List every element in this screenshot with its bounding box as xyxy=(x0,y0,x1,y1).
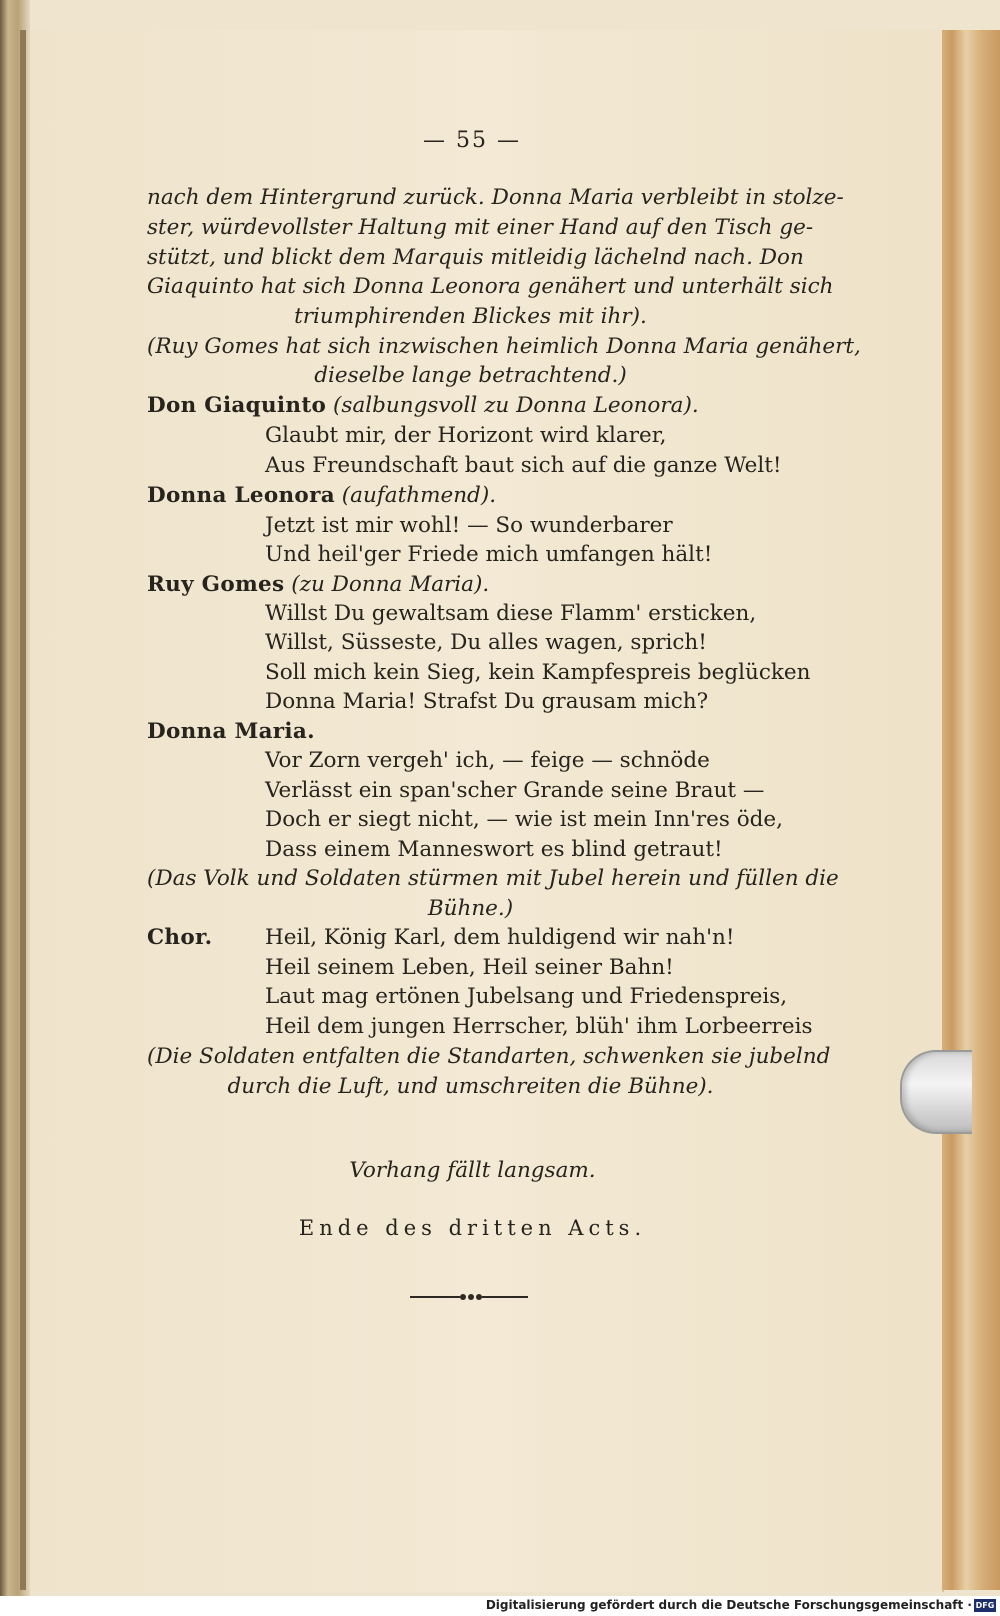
page-clip xyxy=(900,1050,972,1134)
ornament-divider xyxy=(410,1294,528,1300)
verse-line: Verlässt ein span'scher Grande seine Braut — xyxy=(265,778,765,803)
stage-direction-line: stützt, und blickt dem Marquis mitleidig lächelnd nach. Don xyxy=(147,245,804,270)
act-end-title: Ende des dritten Acts. xyxy=(298,1216,647,1240)
stage-direction-line: (Das Volk und Soldaten stürmen mit Jubel herein und füllen die xyxy=(147,866,839,891)
speaker-name: Don Giaquinto xyxy=(147,393,327,418)
verse-line: Laut mag ertönen Jubelsang und Friedenspreis, xyxy=(265,984,788,1009)
stage-direction-line: Giaquinto hat sich Donna Leonora genähert und unterhält sich xyxy=(147,274,834,299)
stage-direction-line: durch die Luft, und umschreiten die Bühne). xyxy=(227,1074,714,1099)
stage-direction-line: Bühne.) xyxy=(427,896,514,921)
verse-line: Doch er siegt nicht, — wie ist mein Inn'res öde, xyxy=(265,807,783,832)
speaker-name: Chor. xyxy=(147,925,213,950)
ornament-dot xyxy=(468,1294,474,1300)
speaker-line xyxy=(147,392,699,420)
page-stack-edge xyxy=(942,30,1000,1590)
verse-line: Willst, Süsseste, Du alles wagen, sprich! xyxy=(265,630,707,655)
stage-direction-line: (Die Soldaten entfalten die Standarten, schwenken sie jubelnd xyxy=(147,1044,831,1069)
verse-line: Vor Zorn vergeh' ich, — feige — schnöde xyxy=(265,748,710,773)
speaker-line xyxy=(147,482,496,510)
speaker-name: Donna Leonora xyxy=(147,483,335,508)
verse-line: Donna Maria! Strafst Du grausam mich? xyxy=(265,689,709,714)
speaker-line xyxy=(147,571,489,599)
speaker-name: Donna Maria. xyxy=(147,719,315,744)
verse-line: Glaubt mir, der Horizont wird klarer, xyxy=(265,423,667,448)
speaker-direction: (salbungsvoll zu Donna Leonora). xyxy=(333,393,699,418)
verse-line: Aus Freundschaft baut sich auf die ganze Welt! xyxy=(265,453,782,478)
speaker-line xyxy=(147,718,315,746)
verse-line: Heil, König Karl, dem huldigend wir nah'n! xyxy=(265,925,735,950)
book-gutter xyxy=(20,30,26,1590)
ornament-rule-left xyxy=(410,1296,460,1298)
stage-direction-line: triumphirenden Blickes mit ihr). xyxy=(294,304,647,329)
stage-direction-line: dieselbe lange betrachtend.) xyxy=(314,363,627,388)
verse-line: Und heil'ger Friede mich umfangen hält! xyxy=(265,542,713,567)
page-number: — 55 — xyxy=(423,128,521,153)
stage-direction-line: ster, würdevollster Haltung mit einer Hand auf den Tisch ge- xyxy=(147,215,814,240)
stage-direction-line: nach dem Hintergrund zurück. Donna Maria verbleibt in stolze- xyxy=(147,185,844,210)
curtain-direction: Vorhang fällt langsam. xyxy=(349,1158,596,1183)
verse-line: Heil dem jungen Herrscher, blüh' ihm Lorbeerreis xyxy=(265,1014,813,1039)
dfg-logo: DFG xyxy=(975,1601,995,1610)
speaker-direction: (zu Donna Maria). xyxy=(291,572,490,597)
digitization-credit: Digitalisierung gefördert durch die Deutsche Forschungsgemeinschaft · xyxy=(485,1598,972,1612)
speaker-name: Ruy Gomes xyxy=(147,572,285,597)
ornament-dot xyxy=(460,1294,466,1300)
verse-line: Willst Du gewaltsam diese Flamm' ersticken, xyxy=(265,601,757,626)
ornament-rule-right xyxy=(482,1296,528,1298)
verse-line: Soll mich kein Sieg, kein Kampfespreis beglücken xyxy=(265,660,811,685)
verse-line: Dass einem Manneswort es blind getraut! xyxy=(265,837,723,862)
speaker-direction: (aufathmend). xyxy=(341,483,497,508)
verse-line: Jetzt ist mir wohl! — So wunderbarer xyxy=(265,513,673,538)
stage-direction-line: (Ruy Gomes hat sich inzwischen heimlich Donna Maria genähert, xyxy=(147,334,861,359)
verse-line: Heil seinem Leben, Heil seiner Bahn! xyxy=(265,955,674,980)
